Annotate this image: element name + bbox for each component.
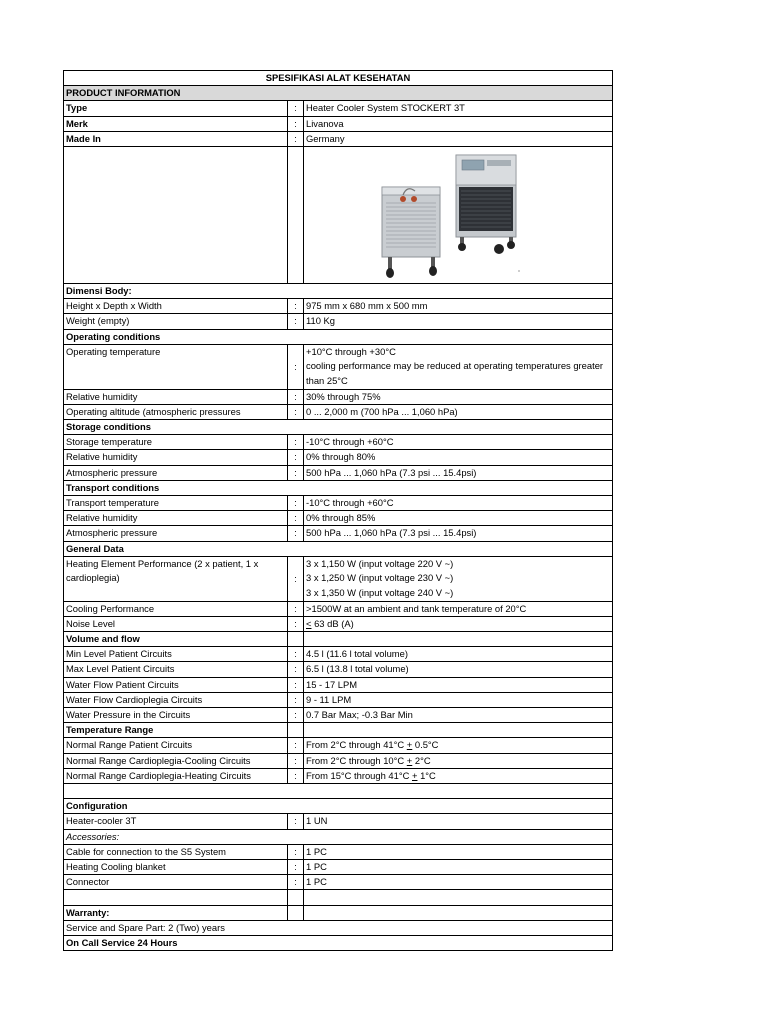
separator: : [288,601,304,616]
connector-value: 1 PC [304,875,613,890]
connector-label: Connector [64,875,288,890]
configuration-header: Configuration [64,799,613,814]
water-flow-cardioplegia-value: 9 - 11 LPM [304,692,613,707]
range-cooling-value: From 2°C through 10°C + 2°C [304,753,613,768]
storage-pressure-label: Atmospheric pressure [64,465,288,480]
separator: : [288,692,304,707]
dimension-value: 975 mm x 680 mm x 500 mm [304,299,613,314]
separator: : [288,753,304,768]
product-image [304,147,609,283]
table-row [64,814,613,829]
volume-header: Volume and flow [64,632,288,647]
transport-temp-label: Transport temperature [64,496,288,511]
product-image-row [64,147,613,284]
separator: : [288,768,304,783]
on-call-service: On Call Service 24 Hours [64,936,613,951]
table-row [64,616,613,631]
separator: : [288,708,304,723]
operating-temp-line: +10°C through +30°C [306,345,396,357]
made-in-value: Germany [304,131,613,146]
separator: : [288,814,304,829]
storage-humidity-value: 0% through 80% [304,450,613,465]
operating-temp-value [304,344,613,389]
table-row [64,860,613,875]
table-row [64,465,613,480]
table-row [64,314,613,329]
table-row [64,768,613,783]
transport-pressure-value: 500 hPa ... 1,060 hPa (7.3 psi ... 15.4psi) [304,526,613,541]
water-flow-patient-value: 15 - 17 LPM [304,677,613,692]
range-heating-value: From 15°C through 41°C + 1°C [304,768,613,783]
dimension-label: Height x Depth x Width [64,299,288,314]
blanket-value: 1 PC [304,860,613,875]
general-header: General Data [64,541,613,556]
cooling-value: >1500W at an ambient and tank temperature of 20°C [304,601,613,616]
water-pressure-label: Water Pressure in the Circuits [64,708,288,723]
separator: : [288,450,304,465]
storage-temp-label: Storage temperature [64,435,288,450]
weight-value: 110 Kg [304,314,613,329]
table-row [64,753,613,768]
blanket-label: Heating Cooling blanket [64,860,288,875]
transport-pressure-label: Atmospheric pressure [64,526,288,541]
table-row [64,101,613,116]
water-flow-cardioplegia-label: Water Flow Cardioplegia Circuits [64,692,288,707]
range-cooling-label: Normal Range Cardioplegia-Cooling Circuits [64,753,288,768]
table-row [64,131,613,146]
cable-value: 1 PC [304,844,613,859]
spec-title: SPESIFIKASI ALAT KESEHATAN [64,71,613,86]
type-value: Heater Cooler System STOCKERT 3T [304,101,613,116]
table-row [64,511,613,526]
table-row [64,556,613,601]
table-row [64,738,613,753]
product-info-header: PRODUCT INFORMATION [64,86,613,101]
separator: : [288,738,304,753]
table-row [64,875,613,890]
separator: : [288,344,304,389]
heater-cooler-value: 1 UN [304,814,613,829]
water-pressure-value: 0.7 Bar Max; -0.3 Bar Min [304,708,613,723]
noise-label: Noise Level [64,616,288,631]
separator: : [288,511,304,526]
storage-temp-value: -10°C through +60°C [304,435,613,450]
table-row [64,404,613,419]
heating-line: 3 x 1,150 W (input voltage 220 V ~) [306,557,454,569]
separator: : [288,860,304,875]
table-row [64,116,613,131]
separator: : [288,616,304,631]
table-row [64,844,613,859]
water-flow-patient-label: Water Flow Patient Circuits [64,677,288,692]
heating-value [304,556,613,601]
table-row [64,344,613,389]
min-level-label: Min Level Patient Circuits [64,647,288,662]
cable-label: Cable for connection to the S5 System [64,844,288,859]
merk-label: Merk [64,116,288,131]
noise-value [304,616,613,631]
separator: : [288,299,304,314]
spec-table [63,70,613,951]
table-row [64,299,613,314]
separator: : [288,526,304,541]
range-patient-label: Normal Range Patient Circuits [64,738,288,753]
table-row [64,450,613,465]
table-row [64,677,613,692]
noise-amount: 63 dB (A) [311,617,354,629]
table-row [64,526,613,541]
separator: : [288,101,304,116]
max-level-value: 6.5 l (13.8 l total volume) [304,662,613,677]
operating-altitude-label: Operating altitude (atmospheric pressures [64,404,288,419]
table-row [64,647,613,662]
operating-humidity-value: 30% through 75% [304,389,613,404]
storage-pressure-value: 500 hPa ... 1,060 hPa (7.3 psi ... 15.4psi) [304,465,613,480]
storage-humidity-label: Relative humidity [64,450,288,465]
merk-value: Livanova [304,116,613,131]
range-patient-value: From 2°C through 41°C + 0.5°C [304,738,613,753]
heater-cooler-small-unit [382,187,440,278]
transport-humidity-label: Relative humidity [64,511,288,526]
separator: : [288,116,304,131]
separator: : [288,662,304,677]
operating-header: Operating conditions [64,329,613,344]
table-row [64,496,613,511]
separator: : [288,131,304,146]
table-row [64,692,613,707]
transport-humidity-value: 0% through 85% [304,511,613,526]
separator: : [288,875,304,890]
transport-header: Transport conditions [64,480,613,495]
separator: : [288,556,304,601]
type-label: Type [64,101,288,116]
storage-header: Storage conditions [64,420,613,435]
table-row [64,662,613,677]
heating-line: 3 x 1,350 W (input voltage 240 V ~) [306,587,454,599]
made-in-label: Made In [64,131,288,146]
accessories-label: Accessories: [64,829,613,844]
table-row [64,435,613,450]
product-image-cell [304,147,613,284]
separator: : [288,404,304,419]
dimensi-header: Dimensi Body: [64,284,613,299]
range-heating-label: Normal Range Cardioplegia-Heating Circuits [64,768,288,783]
heater-cooler-large-unit [456,155,516,254]
heater-cooler-label: Heater-cooler 3T [64,814,288,829]
separator: : [288,844,304,859]
warranty-service: Service and Spare Part: 2 (Two) years [64,920,613,935]
table-row [64,389,613,404]
operating-temp-label: Operating temperature [64,344,288,389]
separator: : [288,647,304,662]
separator: : [288,435,304,450]
separator: : [288,314,304,329]
operating-altitude-value: 0 ... 2,000 m (700 hPa ... 1,060 hPa) [304,404,613,419]
operating-humidity-label: Relative humidity [64,389,288,404]
cooling-label: Cooling Performance [64,601,288,616]
spacer-row [64,784,613,799]
table-row [64,601,613,616]
weight-label: Weight (empty) [64,314,288,329]
table-row [64,708,613,723]
operating-temp-note: cooling performance may be reduced at operating temperatures greater than 25°C [306,360,604,387]
separator: : [288,465,304,480]
max-level-label: Max Level Patient Circuits [64,662,288,677]
separator: : [288,677,304,692]
separator: : [288,389,304,404]
noise-symbol: < [306,617,312,629]
heating-line: 3 x 1,250 W (input voltage 230 V ~) [306,572,454,584]
min-level-value: 4.5 l (11.6 l total volume) [304,647,613,662]
warranty-header: Warranty: [64,905,288,920]
temp-range-header: Temperature Range [64,723,288,738]
heating-label: Heating Element Performance (2 x patient, 1 x cardioplegia) [64,556,288,601]
transport-temp-value: -10°C through +60°C [304,496,613,511]
separator: : [288,496,304,511]
